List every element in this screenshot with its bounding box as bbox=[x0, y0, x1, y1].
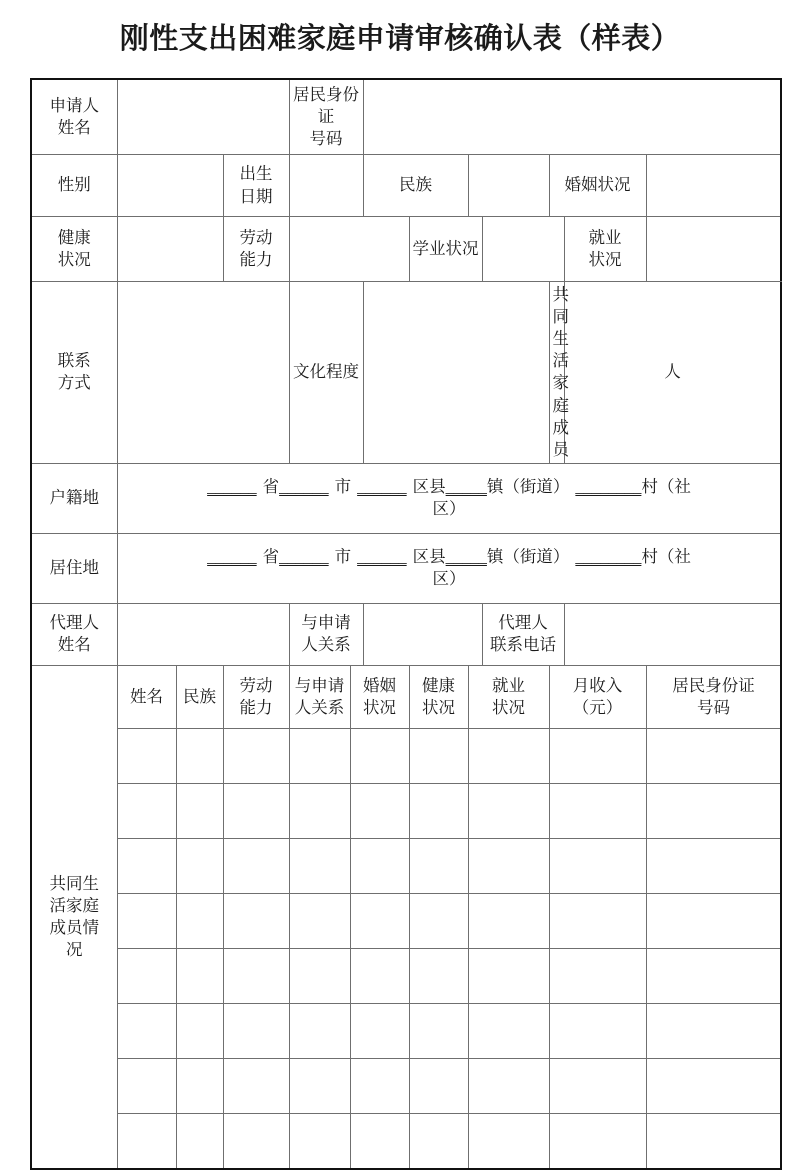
cell-member-employment[interactable] bbox=[468, 948, 549, 1003]
column-header-labor-ability-line1: 劳动 bbox=[239, 675, 273, 695]
table-row-member bbox=[31, 1113, 781, 1169]
label-applicant-id-line1: 居民身份证 bbox=[293, 84, 360, 126]
label-labor-ability-line2: 能力 bbox=[239, 250, 273, 269]
cell-member-id-number[interactable] bbox=[646, 1003, 781, 1058]
cell-member-relation[interactable] bbox=[289, 728, 350, 783]
cell-member-relation[interactable] bbox=[289, 1003, 350, 1058]
cell-member-monthly-income[interactable] bbox=[549, 728, 646, 783]
cell-member-relation[interactable] bbox=[289, 893, 350, 948]
unit-person-label: 人 bbox=[664, 362, 681, 382]
hukou-text-village-cont: 区） bbox=[432, 499, 466, 519]
cell-member-health[interactable] bbox=[409, 893, 468, 948]
label-employment-status bbox=[564, 217, 646, 282]
cell-member-ethnicity[interactable] bbox=[176, 948, 223, 1003]
cell-member-employment[interactable] bbox=[468, 783, 549, 838]
hukou-text-town: 镇（街道） bbox=[486, 477, 570, 497]
cell-member-labor-ability[interactable] bbox=[223, 893, 289, 948]
table-row-members-header bbox=[31, 665, 781, 728]
cell-member-labor-ability[interactable] bbox=[223, 1058, 289, 1113]
label-contact-method-line1: 联系 bbox=[57, 351, 91, 371]
column-header-employment-line2: 状况 bbox=[492, 697, 526, 717]
label-birth-date-line1: 出生 bbox=[239, 164, 273, 184]
table-row-member bbox=[31, 893, 781, 948]
page-title: 刚性支出困难家庭申请审核确认表（样表） bbox=[119, 23, 681, 55]
cell-member-labor-ability[interactable] bbox=[223, 728, 289, 783]
cell-member-id-number[interactable] bbox=[646, 838, 781, 893]
hukou-blank-district: ______ bbox=[357, 477, 407, 497]
hukou-blank-town: _____ bbox=[445, 477, 487, 497]
cell-member-id-number[interactable] bbox=[646, 948, 781, 1003]
residence-blank-village: ________ bbox=[575, 547, 642, 567]
cell-member-monthly-income[interactable] bbox=[549, 948, 646, 1003]
residence-blank-province: ______ bbox=[207, 547, 257, 567]
cell-member-name[interactable] bbox=[117, 783, 176, 838]
label-employment-status-line1: 就业 bbox=[588, 227, 622, 247]
table-row-hukou-address bbox=[31, 463, 781, 533]
cell-member-labor-ability[interactable] bbox=[223, 948, 289, 1003]
cell-member-monthly-income[interactable] bbox=[549, 1113, 646, 1169]
label-household-members-section bbox=[31, 665, 117, 1169]
label-members-section-line2: 活家庭 bbox=[49, 895, 99, 915]
residence-text-city: 市 bbox=[334, 547, 352, 567]
field-residence-address[interactable] bbox=[117, 533, 781, 603]
label-birth-date bbox=[223, 155, 289, 217]
cell-member-health[interactable] bbox=[409, 1113, 468, 1169]
column-header-relation-line1: 与申请 bbox=[294, 675, 345, 695]
cell-member-labor-ability[interactable] bbox=[223, 1113, 289, 1169]
column-header-health-line1: 健康 bbox=[422, 675, 456, 695]
field-gender[interactable] bbox=[117, 155, 223, 217]
column-header-name-line1: 姓名 bbox=[130, 686, 163, 706]
cell-member-monthly-income[interactable] bbox=[549, 838, 646, 893]
cell-member-ethnicity[interactable] bbox=[176, 1058, 223, 1113]
label-employment-status-line2: 状况 bbox=[588, 250, 622, 269]
cell-member-labor-ability[interactable] bbox=[223, 783, 289, 838]
field-household-members-count[interactable] bbox=[564, 282, 781, 464]
column-header-employment bbox=[468, 665, 549, 728]
label-agent-phone bbox=[482, 603, 564, 665]
label-agent-name bbox=[31, 603, 117, 665]
cell-member-relation[interactable] bbox=[289, 1058, 350, 1113]
field-employment-status[interactable] bbox=[646, 217, 781, 282]
cell-member-ethnicity[interactable] bbox=[176, 893, 223, 948]
label-education-level: 文化程度 bbox=[289, 282, 363, 464]
cell-member-health[interactable] bbox=[409, 728, 468, 783]
field-labor-ability[interactable] bbox=[289, 217, 409, 282]
field-agent-name[interactable] bbox=[117, 603, 289, 665]
label-agent-relation bbox=[289, 603, 363, 665]
label-applicant-id-line2: 号码 bbox=[309, 129, 343, 149]
column-header-marital-line1: 婚姻 bbox=[363, 675, 397, 695]
cell-member-id-number[interactable] bbox=[646, 1058, 781, 1113]
cell-member-employment[interactable] bbox=[468, 728, 549, 783]
field-hukou-address[interactable] bbox=[117, 463, 781, 533]
cell-member-employment[interactable] bbox=[468, 1113, 549, 1169]
residence-text-village-cont: 区） bbox=[432, 569, 466, 589]
cell-member-name[interactable] bbox=[117, 1058, 176, 1113]
residence-blank-district: ______ bbox=[357, 547, 407, 567]
field-education-level[interactable] bbox=[363, 282, 549, 464]
field-applicant-name[interactable] bbox=[117, 79, 289, 155]
cell-member-employment[interactable] bbox=[468, 893, 549, 948]
cell-member-name[interactable] bbox=[117, 1113, 176, 1169]
cell-member-monthly-income[interactable] bbox=[549, 783, 646, 838]
cell-member-marital[interactable] bbox=[350, 948, 409, 1003]
cell-member-relation[interactable] bbox=[289, 948, 350, 1003]
column-header-health bbox=[409, 665, 468, 728]
cell-member-ethnicity[interactable] bbox=[176, 838, 223, 893]
hukou-text-city: 市 bbox=[334, 477, 352, 497]
label-applicant-name-line1: 申请人 bbox=[49, 95, 99, 115]
label-members-section-line1: 共同生 bbox=[49, 873, 99, 893]
label-members-section-line3: 成员情 bbox=[49, 917, 99, 937]
application-form-table bbox=[30, 78, 782, 1170]
residence-text-town: 镇（街道） bbox=[486, 547, 570, 567]
field-contact-method[interactable] bbox=[117, 282, 289, 464]
label-members-section-line4: 况 bbox=[66, 939, 83, 959]
label-agent-name-line1: 代理人 bbox=[49, 613, 99, 633]
hukou-blank-province: ______ bbox=[207, 477, 257, 497]
field-applicant-id[interactable] bbox=[363, 79, 781, 155]
cell-member-labor-ability[interactable] bbox=[223, 1003, 289, 1058]
cell-member-labor-ability[interactable] bbox=[223, 838, 289, 893]
cell-member-health[interactable] bbox=[409, 948, 468, 1003]
column-header-marital bbox=[350, 665, 409, 728]
label-contact-method bbox=[31, 282, 117, 464]
cell-member-marital[interactable] bbox=[350, 1113, 409, 1169]
label-household-members-line1: 共同生 bbox=[552, 285, 570, 349]
cell-member-name[interactable] bbox=[117, 893, 176, 948]
column-header-labor-ability bbox=[223, 665, 289, 728]
label-agent-phone-line2: 联系电话 bbox=[490, 635, 557, 655]
field-agent-relation[interactable] bbox=[363, 603, 482, 665]
cell-member-marital[interactable] bbox=[350, 838, 409, 893]
cell-member-name[interactable] bbox=[117, 948, 176, 1003]
cell-member-monthly-income[interactable] bbox=[549, 1058, 646, 1113]
cell-member-marital[interactable] bbox=[350, 1003, 409, 1058]
column-header-marital-line2: 状况 bbox=[363, 697, 397, 717]
column-header-relation bbox=[289, 665, 350, 728]
label-agent-relation-line1: 与申请 bbox=[301, 613, 351, 633]
label-household-members bbox=[549, 282, 570, 464]
residence-text-district: 区县 bbox=[412, 547, 446, 567]
cell-member-name[interactable] bbox=[117, 1003, 176, 1058]
column-header-id-number-line1: 居民身份证 bbox=[672, 675, 755, 695]
label-contact-method-line2: 方式 bbox=[57, 373, 91, 393]
cell-member-monthly-income[interactable] bbox=[549, 893, 646, 948]
table-row-contact bbox=[31, 282, 781, 464]
cell-member-name[interactable] bbox=[117, 838, 176, 893]
label-applicant-name bbox=[31, 79, 117, 155]
cell-member-employment[interactable] bbox=[468, 1058, 549, 1113]
label-applicant-id bbox=[289, 79, 363, 155]
column-header-name bbox=[117, 665, 176, 728]
label-health-status-line1: 健康 bbox=[57, 227, 91, 247]
column-header-ethnicity-line1: 民族 bbox=[183, 686, 216, 706]
cell-member-ethnicity[interactable] bbox=[176, 1113, 223, 1169]
cell-member-employment[interactable] bbox=[468, 838, 549, 893]
label-ethnicity: 民族 bbox=[363, 155, 468, 217]
column-header-health-line2: 状况 bbox=[422, 697, 456, 717]
hukou-text-district: 区县 bbox=[412, 477, 446, 497]
cell-member-id-number[interactable] bbox=[646, 728, 781, 783]
column-header-id-number-line2: 号码 bbox=[697, 697, 731, 717]
field-marital-status[interactable] bbox=[646, 155, 781, 217]
label-household-members-line2: 活家庭 bbox=[552, 351, 570, 415]
label-agent-name-line2: 姓名 bbox=[57, 635, 91, 655]
label-gender: 性别 bbox=[31, 155, 117, 217]
column-header-labor-ability-line2: 能力 bbox=[239, 697, 273, 717]
column-header-ethnicity bbox=[176, 665, 223, 728]
table-row-applicant bbox=[31, 79, 781, 155]
table-row-agent bbox=[31, 603, 781, 665]
cell-member-marital[interactable] bbox=[350, 1058, 409, 1113]
cell-member-health[interactable] bbox=[409, 1058, 468, 1113]
field-study-status[interactable] bbox=[482, 217, 564, 282]
label-agent-relation-line2: 人关系 bbox=[301, 635, 351, 655]
cell-member-ethnicity[interactable] bbox=[176, 728, 223, 783]
cell-member-ethnicity[interactable] bbox=[176, 1003, 223, 1058]
label-labor-ability-line1: 劳动 bbox=[239, 227, 273, 247]
cell-member-health[interactable] bbox=[409, 1003, 468, 1058]
column-header-relation-line2: 人关系 bbox=[294, 697, 345, 717]
cell-member-id-number[interactable] bbox=[646, 893, 781, 948]
label-health-status-line2: 状况 bbox=[57, 250, 91, 269]
label-residence-address: 居住地 bbox=[31, 533, 117, 603]
cell-member-marital[interactable] bbox=[350, 728, 409, 783]
hukou-text-province: 省 bbox=[262, 477, 280, 497]
label-study-status: 学业状况 bbox=[409, 217, 482, 282]
cell-member-monthly-income[interactable] bbox=[549, 1003, 646, 1058]
table-row-member bbox=[31, 838, 781, 893]
label-agent-phone-line1: 代理人 bbox=[498, 613, 548, 633]
field-agent-phone[interactable] bbox=[564, 603, 781, 665]
label-labor-ability bbox=[223, 217, 289, 282]
cell-member-name[interactable] bbox=[117, 728, 176, 783]
cell-member-relation[interactable] bbox=[289, 783, 350, 838]
cell-member-relation[interactable] bbox=[289, 838, 350, 893]
cell-member-health[interactable] bbox=[409, 838, 468, 893]
residence-blank-town: _____ bbox=[445, 547, 487, 567]
cell-member-marital[interactable] bbox=[350, 893, 409, 948]
cell-member-id-number[interactable] bbox=[646, 1113, 781, 1169]
column-header-monthly-income-line1: 月收入 bbox=[572, 675, 623, 695]
field-birth-date[interactable] bbox=[289, 155, 363, 217]
table-row-member bbox=[31, 1058, 781, 1113]
field-health-status[interactable] bbox=[117, 217, 223, 282]
cell-member-relation[interactable] bbox=[289, 1113, 350, 1169]
cell-member-health[interactable] bbox=[409, 783, 468, 838]
column-header-monthly-income bbox=[549, 665, 646, 728]
residence-text-province: 省 bbox=[262, 547, 280, 567]
label-marital-status: 婚姻状况 bbox=[549, 155, 646, 217]
table-row-residence-address bbox=[31, 533, 781, 603]
table-row-status bbox=[31, 217, 781, 282]
table-row-basic-info bbox=[31, 155, 781, 217]
column-header-monthly-income-line2: （元） bbox=[572, 697, 623, 717]
cell-member-marital[interactable] bbox=[350, 783, 409, 838]
table-row-member bbox=[31, 948, 781, 1003]
residence-blank-city: ______ bbox=[279, 547, 329, 567]
hukou-blank-city: ______ bbox=[279, 477, 329, 497]
label-household-members-line3: 成员 bbox=[552, 417, 570, 459]
column-header-employment-line1: 就业 bbox=[492, 675, 526, 695]
cell-member-id-number[interactable] bbox=[646, 783, 781, 838]
table-row-member bbox=[31, 728, 781, 783]
hukou-text-village: 村（社 bbox=[641, 477, 691, 497]
label-birth-date-line2: 日期 bbox=[239, 186, 273, 206]
field-ethnicity[interactable] bbox=[468, 155, 549, 217]
hukou-blank-village: ________ bbox=[575, 477, 642, 497]
table-row-member bbox=[31, 783, 781, 838]
column-header-id-number bbox=[646, 665, 781, 728]
table-row-member bbox=[31, 1003, 781, 1058]
label-applicant-name-line2: 姓名 bbox=[57, 118, 91, 137]
label-health-status bbox=[31, 217, 117, 282]
label-hukou-address: 户籍地 bbox=[31, 463, 117, 533]
cell-member-employment[interactable] bbox=[468, 1003, 549, 1058]
cell-member-ethnicity[interactable] bbox=[176, 783, 223, 838]
residence-text-village: 村（社 bbox=[641, 547, 691, 567]
